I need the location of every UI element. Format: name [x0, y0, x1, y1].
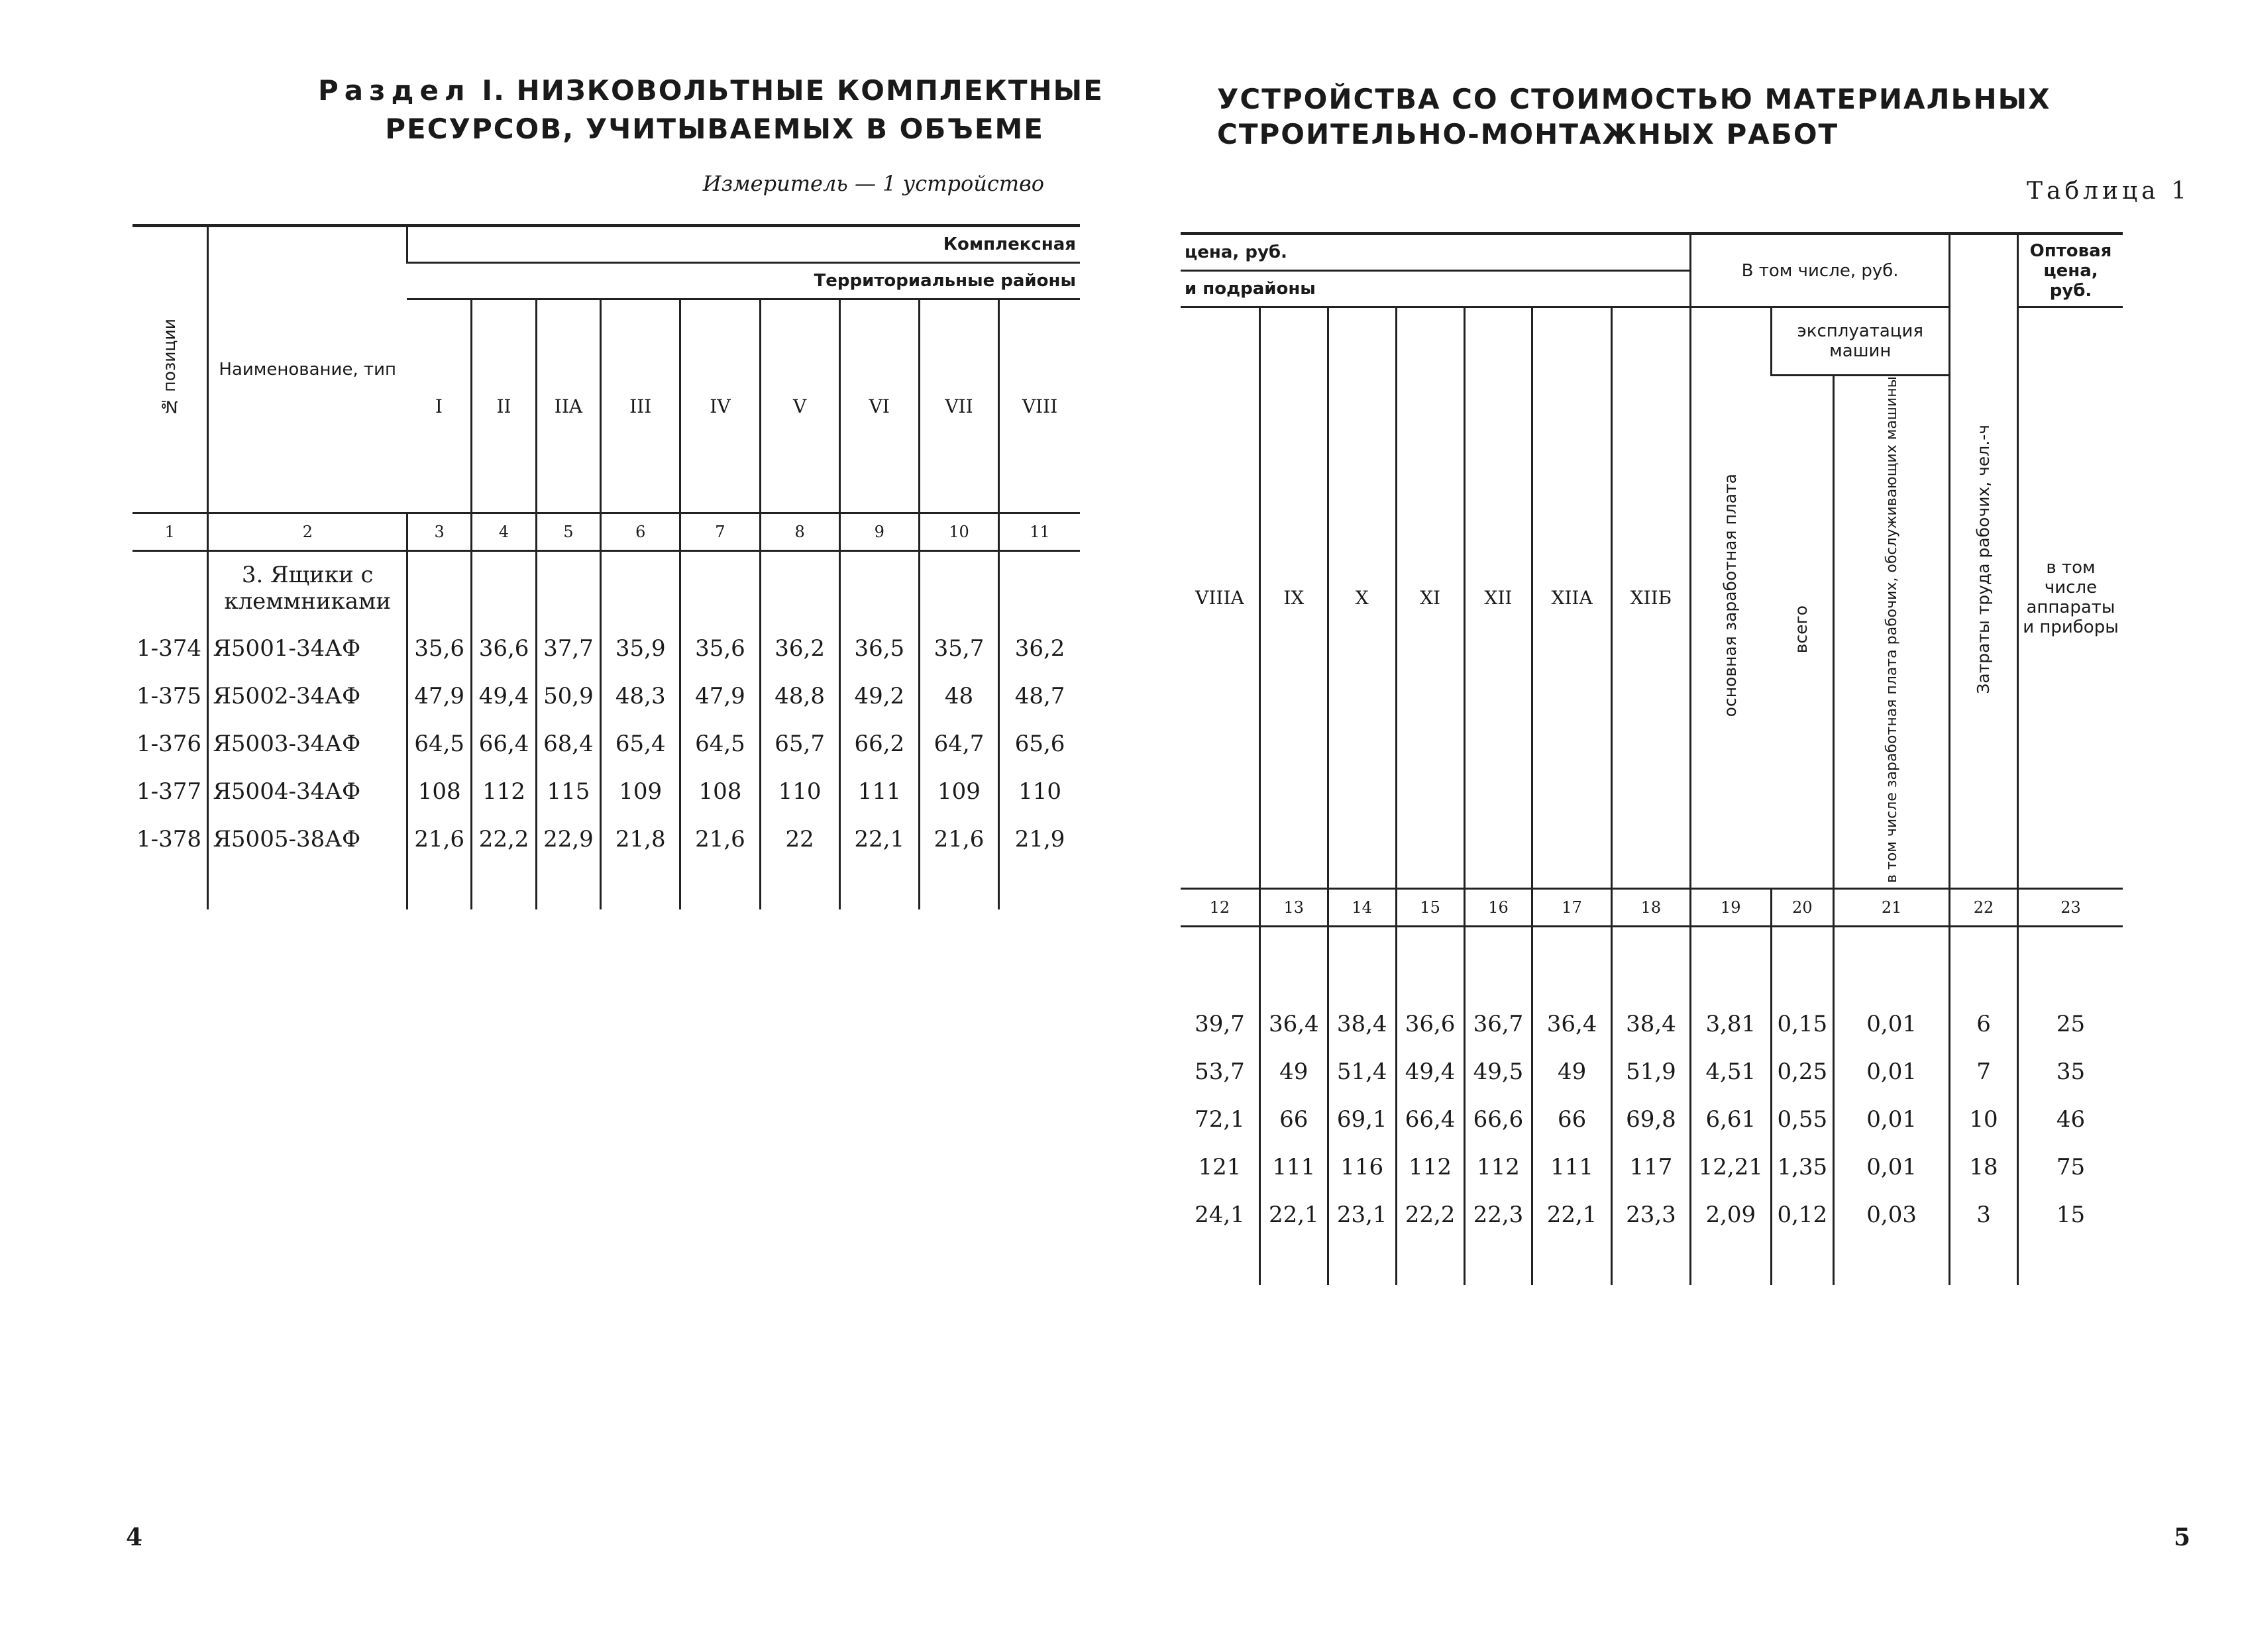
- row-position: 1-378: [136, 826, 202, 852]
- page-number-left: 4: [126, 1523, 143, 1551]
- col-number: 21: [1834, 888, 1950, 926]
- header-machines: эксплуатация машин: [1771, 307, 1950, 376]
- filler-row: [133, 863, 1080, 909]
- region-col-3: III: [601, 299, 680, 513]
- row-value: 111: [1532, 1143, 1611, 1191]
- row-value: 121: [1198, 1153, 1242, 1180]
- region-X: X: [1328, 307, 1396, 889]
- col-number: 1: [133, 513, 208, 551]
- row-value: 1,35: [1771, 1143, 1834, 1191]
- row-value: 36,6: [472, 625, 536, 672]
- row-value: 66,4: [472, 720, 536, 768]
- price-table-right: [1181, 232, 2123, 1285]
- row-value: 69,1: [1328, 1096, 1396, 1143]
- row-position: 1-375: [136, 683, 202, 709]
- row-value: 112: [1464, 1143, 1532, 1191]
- row-value: 39,7: [1195, 1010, 1245, 1037]
- row-value: 69,8: [1611, 1096, 1690, 1143]
- row-value: 65,6: [999, 720, 1080, 768]
- filler-cell: [472, 863, 536, 909]
- col-number: 22: [1950, 888, 2018, 926]
- row-value: 110: [760, 768, 839, 815]
- row-value: 49: [1532, 1048, 1611, 1096]
- row-value: 47,9: [407, 672, 471, 720]
- header-price-cont: цена, руб.: [1181, 234, 1691, 271]
- row-value: 64,5: [407, 720, 471, 768]
- row-value: 10: [1950, 1096, 2018, 1143]
- header-position: № позиции: [160, 318, 180, 417]
- region-col-0: I: [435, 395, 443, 417]
- filler-cell: [2017, 1239, 2123, 1285]
- row-value: 48: [919, 672, 998, 720]
- region-col-4: IV: [680, 299, 760, 513]
- row-value: 22,2: [472, 815, 536, 863]
- col-number: 18: [1611, 888, 1690, 926]
- row-value: 109: [601, 768, 680, 815]
- row-value: 64,7: [919, 720, 998, 768]
- region-XI: XI: [1396, 307, 1464, 889]
- region-XIIA: XIIA: [1532, 307, 1611, 889]
- row-value: 35,6: [407, 625, 471, 672]
- row-value: 35,6: [680, 625, 760, 672]
- row-value: 22: [760, 815, 839, 863]
- header-labor: Затраты труда рабочих, чел.-ч: [1950, 234, 2018, 889]
- row-value: 36,2: [999, 625, 1080, 672]
- filler-cell: [999, 863, 1080, 909]
- row-value: 38,4: [1611, 1000, 1690, 1048]
- filler-cell: [1691, 1239, 1771, 1285]
- row-value: 111: [839, 768, 919, 815]
- row-value: 2,09: [1691, 1191, 1771, 1239]
- col-number: 15: [1396, 888, 1464, 926]
- region-XIIB: XIIБ: [1611, 307, 1690, 889]
- table-row: [1181, 1048, 2123, 1096]
- col-number: 10: [919, 513, 998, 551]
- header-wholesale-sub: в том числе аппараты и приборы: [2017, 307, 2123, 889]
- filler-cell: [1611, 1239, 1690, 1285]
- header-subregions: и подрайоны: [1181, 271, 1691, 307]
- header-territorial-regions: Территориальные районы: [407, 263, 1080, 299]
- row-value: 22,1: [839, 815, 919, 863]
- col-number: 4: [472, 513, 536, 551]
- price-table-left: [133, 224, 1080, 909]
- row-value: 36,4: [1532, 1000, 1611, 1048]
- col-number: 12: [1181, 888, 1259, 926]
- row-position: 1-377: [136, 778, 202, 805]
- row-value: 35: [2017, 1048, 2123, 1096]
- row-value: 36,7: [1464, 1000, 1532, 1048]
- filler-cell: [1464, 1239, 1532, 1285]
- section-title: 3. Ящики с клеммниками: [208, 551, 407, 625]
- row-value: 24,1: [1195, 1201, 1245, 1228]
- table-row: [1181, 1191, 2123, 1239]
- row-name: Я5003-34АФ: [208, 720, 407, 768]
- row-value: 49,5: [1464, 1048, 1532, 1096]
- row-value: 50,9: [536, 672, 600, 720]
- filler-cell: [1834, 1239, 1950, 1285]
- row-value: 37,7: [536, 625, 600, 672]
- table-row: [133, 720, 1080, 768]
- region-col-2: IIA: [536, 299, 600, 513]
- col-number: 7: [680, 513, 760, 551]
- region-IX: IX: [1259, 307, 1328, 889]
- row-value: 53,7: [1195, 1058, 1245, 1085]
- row-value: 0,01: [1834, 1096, 1950, 1143]
- row-value: 21,8: [601, 815, 680, 863]
- row-value: 22,9: [536, 815, 600, 863]
- row-value: 64,5: [680, 720, 760, 768]
- row-value: 0,03: [1834, 1191, 1950, 1239]
- header-machines-salary: в том числе заработная плата рабочих, обслуживающих машины: [1834, 376, 1950, 889]
- section-heading-right-line-2: СТРОИТЕЛЬНО-МОНТАЖНЫХ РАБОТ: [1217, 118, 1839, 150]
- table-row: [133, 768, 1080, 815]
- row-value: 35,7: [919, 625, 998, 672]
- row-value: 0,01: [1834, 1048, 1950, 1096]
- filler-row: [1181, 1239, 2123, 1285]
- col-number: 6: [601, 513, 680, 551]
- filler-cell: [536, 863, 600, 909]
- row-value: 21,9: [999, 815, 1080, 863]
- header-wholesale: Оптовая цена, руб.: [2017, 234, 2123, 307]
- row-value: 4,51: [1691, 1048, 1771, 1096]
- row-value: 21,6: [407, 815, 471, 863]
- filler-cell: [601, 863, 680, 909]
- section-heading-text: I. НИЗКОВОЛЬТНЫЕ КОМПЛЕКТНЫЕ: [482, 74, 1104, 107]
- row-value: 12,21: [1691, 1143, 1771, 1191]
- table-row: [133, 625, 1080, 672]
- row-value: 0,12: [1771, 1191, 1834, 1239]
- header-complex-price: Комплексная: [407, 226, 1080, 263]
- row-value: 112: [1396, 1143, 1464, 1191]
- filler-cell: [1328, 1239, 1396, 1285]
- row-value: 18: [1950, 1143, 2018, 1191]
- row-name: Я5001-34АФ: [208, 625, 407, 672]
- filler-cell: [1396, 1239, 1464, 1285]
- row-value: 66,6: [1464, 1096, 1532, 1143]
- row-value: 110: [999, 768, 1080, 815]
- row-value: 116: [1328, 1143, 1396, 1191]
- row-value: 109: [919, 768, 998, 815]
- row-value: 108: [407, 768, 471, 815]
- section-heading-prefix: Раздел: [318, 74, 471, 107]
- col-number: 3: [407, 513, 471, 551]
- filler-cell: [1181, 1239, 1259, 1285]
- row-value: 51,4: [1328, 1048, 1396, 1096]
- section-heading-line-2: РЕСУРСОВ, УЧИТЫВАЕМЫХ В ОБЪЕМЕ: [385, 113, 1044, 145]
- section-heading-line-1: [318, 74, 1104, 107]
- row-value: 22,2: [1396, 1191, 1464, 1239]
- row-value: 66,2: [839, 720, 919, 768]
- row-value: 48,3: [601, 672, 680, 720]
- header-name: Наименование, тип: [208, 226, 407, 513]
- row-value: 108: [680, 768, 760, 815]
- row-value: 46: [2017, 1096, 2123, 1143]
- col-number: 13: [1259, 888, 1328, 926]
- row-value: 112: [472, 768, 536, 815]
- col-number: 23: [2017, 888, 2123, 926]
- row-value: 49,4: [1396, 1048, 1464, 1096]
- col-number: 11: [999, 513, 1080, 551]
- row-value: 65,7: [760, 720, 839, 768]
- row-value: 47,9: [680, 672, 760, 720]
- row-value: 0,55: [1771, 1096, 1834, 1143]
- row-value: 117: [1611, 1143, 1690, 1191]
- col-number: 19: [1691, 888, 1771, 926]
- row-value: 0,15: [1771, 1000, 1834, 1048]
- row-value: 75: [2017, 1143, 2123, 1191]
- row-value: 6: [1950, 1000, 2018, 1048]
- row-value: 23,1: [1328, 1191, 1396, 1239]
- row-value: 21,6: [680, 815, 760, 863]
- row-value: 65,4: [601, 720, 680, 768]
- region-VIIIA: VIIIA: [1195, 586, 1244, 609]
- section-row: [133, 551, 1080, 625]
- row-value: 51,9: [1611, 1048, 1690, 1096]
- filler-cell: [680, 863, 760, 909]
- row-value: 25: [2017, 1000, 2123, 1048]
- col-number: 16: [1464, 888, 1532, 926]
- row-value: 0,01: [1834, 1000, 1950, 1048]
- filler-cell: [208, 863, 407, 909]
- header-machines-total: всего: [1791, 605, 1811, 654]
- table-label: Таблица 1: [2027, 178, 2190, 205]
- page-number-right: 5: [2173, 1523, 2190, 1551]
- row-value: 3,81: [1691, 1000, 1771, 1048]
- row-position: 1-374: [136, 635, 202, 662]
- row-value: 23,3: [1611, 1191, 1690, 1239]
- row-value: 66,4: [1396, 1096, 1464, 1143]
- filler-cell: [133, 863, 208, 909]
- section-heading-right-line-1: УСТРОЙСТВА СО СТОИМОСТЬЮ МАТЕРИАЛЬНЫХ: [1217, 83, 2051, 115]
- measure-unit-label: Измеритель — 1 устройство: [702, 171, 1044, 196]
- row-value: 36,6: [1396, 1000, 1464, 1048]
- filler-cell: [407, 863, 471, 909]
- row-value: 49,2: [839, 672, 919, 720]
- row-value: 115: [536, 768, 600, 815]
- table-row: [133, 815, 1080, 863]
- row-value: 0,01: [1834, 1143, 1950, 1191]
- spacer-row: [1181, 926, 2123, 1000]
- header-including: В том числе, руб.: [1691, 234, 1950, 307]
- row-value: 36,2: [760, 625, 839, 672]
- region-col-1: II: [472, 299, 536, 513]
- col-number: 5: [536, 513, 600, 551]
- row-value: 36,5: [839, 625, 919, 672]
- table-row: [1181, 1096, 2123, 1143]
- row-value: 22,3: [1464, 1191, 1532, 1239]
- region-col-7: VII: [919, 299, 998, 513]
- row-value: 3: [1950, 1191, 2018, 1239]
- row-value: 66: [1259, 1096, 1328, 1143]
- col-number: 20: [1771, 888, 1834, 926]
- row-value: 7: [1950, 1048, 2018, 1096]
- filler-cell: [839, 863, 919, 909]
- table-row: [133, 672, 1080, 720]
- row-value: 48,8: [760, 672, 839, 720]
- filler-cell: [760, 863, 839, 909]
- row-value: 38,4: [1328, 1000, 1396, 1048]
- col-number: 14: [1328, 888, 1396, 926]
- row-value: 48,7: [999, 672, 1080, 720]
- row-value: 21,6: [919, 815, 998, 863]
- table-row: [1181, 1143, 2123, 1191]
- column-number-row: [133, 513, 1080, 551]
- row-value: 0,25: [1771, 1048, 1834, 1096]
- row-name: Я5002-34АФ: [208, 672, 407, 720]
- row-name: Я5004-34АФ: [208, 768, 407, 815]
- column-number-row-right: [1181, 888, 2123, 926]
- row-value: 35,9: [601, 625, 680, 672]
- row-value: 68,4: [536, 720, 600, 768]
- filler-cell: [1259, 1239, 1328, 1285]
- filler-cell: [1771, 1239, 1834, 1285]
- header-base-salary: основная заработная плата: [1691, 307, 1771, 889]
- row-value: 22,1: [1259, 1191, 1328, 1239]
- filler-cell: [1532, 1239, 1611, 1285]
- region-col-6: VI: [839, 299, 919, 513]
- row-position: 1-376: [136, 731, 202, 757]
- table-body-right: [1181, 926, 2123, 1285]
- row-value: 66: [1532, 1096, 1611, 1143]
- filler-cell: [1950, 1239, 2018, 1285]
- row-value: 49,4: [472, 672, 536, 720]
- region-col-8: VIII: [999, 299, 1080, 513]
- col-number: 8: [760, 513, 839, 551]
- row-value: 6,61: [1691, 1096, 1771, 1143]
- region-XII: XII: [1464, 307, 1532, 889]
- row-value: 15: [2017, 1191, 2123, 1239]
- col-number: 2: [208, 513, 407, 551]
- row-value: 49: [1259, 1048, 1328, 1096]
- row-value: 22,1: [1532, 1191, 1611, 1239]
- col-number: 17: [1532, 888, 1611, 926]
- filler-cell: [919, 863, 998, 909]
- table-row: [1181, 1000, 2123, 1048]
- row-value: 36,4: [1259, 1000, 1328, 1048]
- region-col-5: V: [760, 299, 839, 513]
- row-name: Я5005-38АФ: [208, 815, 407, 863]
- table-body-left: [133, 551, 1080, 910]
- right-page: [1121, 0, 2242, 1652]
- row-value: 72,1: [1195, 1106, 1245, 1133]
- row-value: 111: [1259, 1143, 1328, 1191]
- col-number: 9: [839, 513, 919, 551]
